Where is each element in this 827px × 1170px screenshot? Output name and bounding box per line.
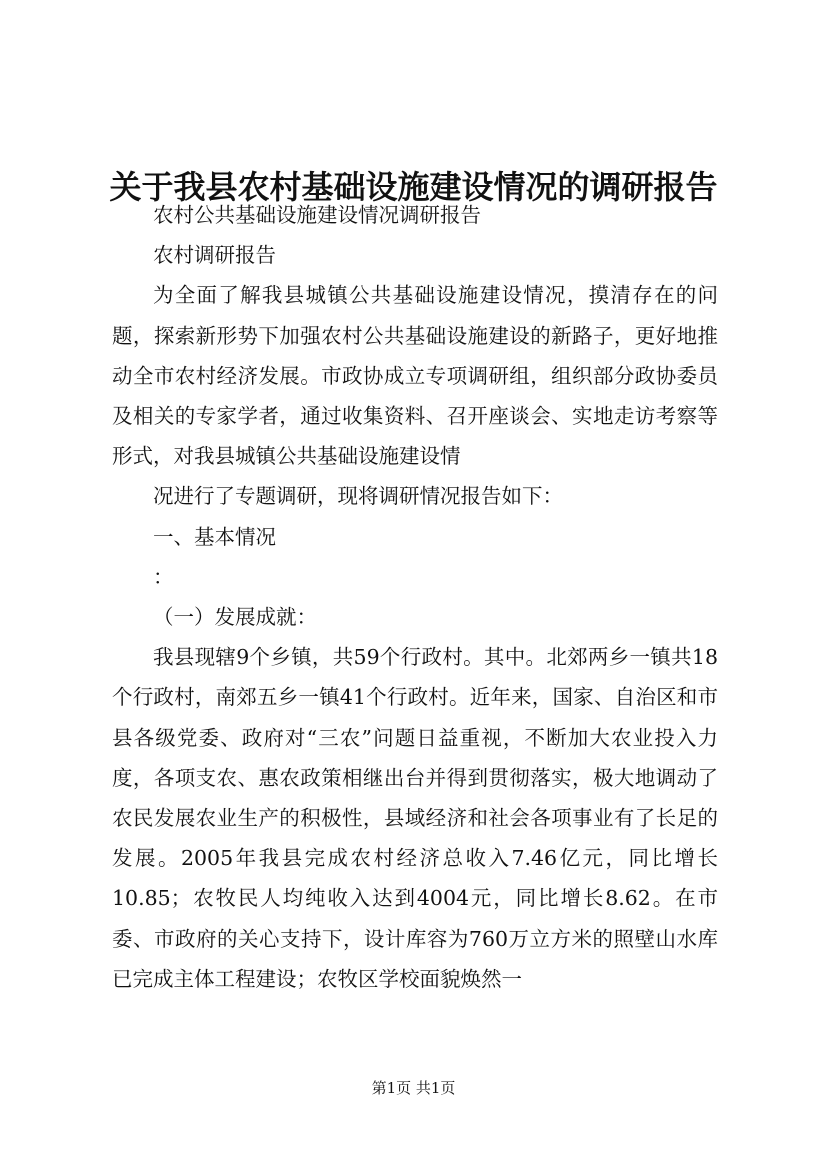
paragraph-category: 农村调研报告 <box>153 243 276 268</box>
paragraph-colon: ： <box>153 564 174 589</box>
document-title: 关于我县农村基础设施建设情况的调研报告 <box>109 168 718 207</box>
page-footer: 第1页 共1页 <box>371 1079 456 1097</box>
paragraph-intro-continued: 况进行了专题调研，现将调研情况报告如下： <box>153 484 563 509</box>
document-body <box>112 195 718 999</box>
paragraph-intro: 为全面了解我县城镇公共基础设施建设情况，摸清存在的问题，探索新形势下加强农村公共基础设施建设的新路子，更好地推动全市农村经济发展。市政协成立专项调研组，组织部分政协委员及相关的专家学者，通过收集资料、召开座谈会、实地走访考察等形式，对我县城镇公共基础设施建设情 <box>112 283 718 469</box>
section-heading-basic: 一、基本情况 <box>153 524 276 549</box>
subsection-heading-achievements: （一）发展成就： <box>153 605 317 630</box>
paragraph-achievements: 我县现辖9个乡镇，共59个行政村。其中。北郊两乡一镇共18个行政村，南郊五乡一镇41个行政村。近年来，国家、自治区和市县各级党委、政府对“三农”问题日益重视，不断加大农业投入力度，各项支农、惠农政策相继出台并得到贯彻落实，极大地调动了农民发展农业生产的积极性，县域经济和社会各项事业有了长足的发展。2005年我县完成农村经济总收入7.46亿元，同比增长10.85；农牧民人均纯收入达到4004元，同比增长8.62。在市委、市政府的关心支持下，设计库容为760万立方米的照壁山水库已完成主体工程建设；农牧区学校面貌焕然一 <box>112 645 718 991</box>
paragraph-subtitle: 农村公共基础设施建设情况调研报告 <box>153 203 481 227</box>
